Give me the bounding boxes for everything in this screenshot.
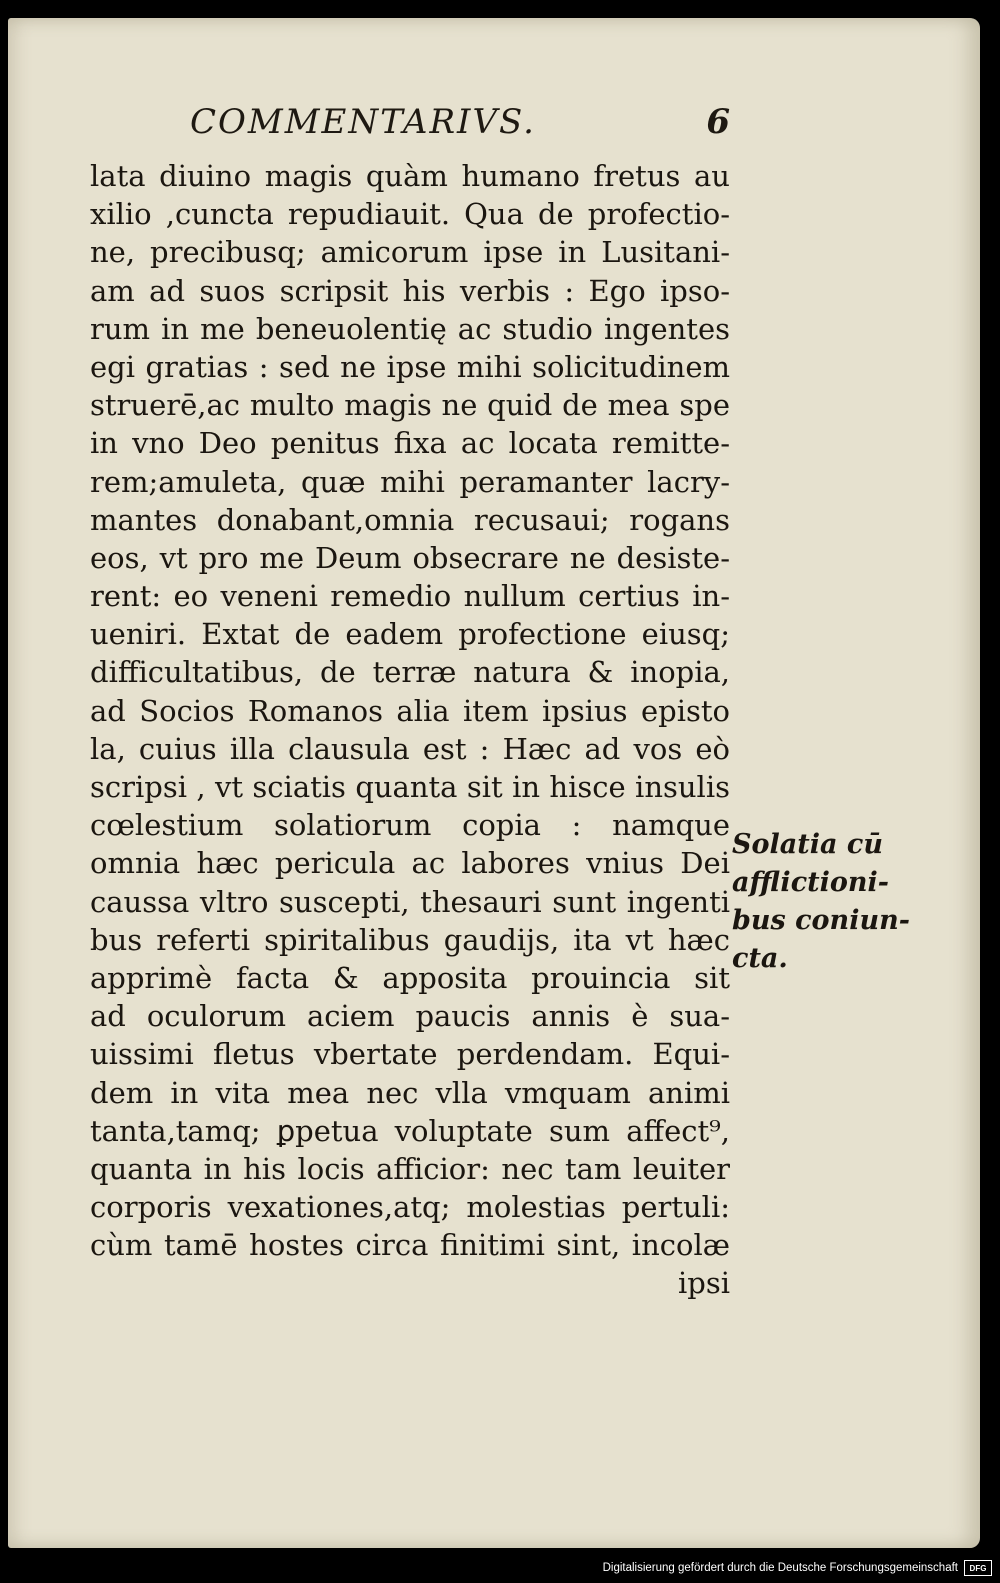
text-line: am ad suos scripsit his verbis : Ego ipso- (90, 273, 730, 308)
text-line: omnia hæc pericula ac labores vnius Dei (90, 846, 730, 881)
page-header (180, 102, 740, 152)
marginal-note-line: Solatia cū (732, 829, 883, 860)
funding-credit: Digitalisierung gefördert durch die Deutsche Forschungsgemeinschaft (602, 1562, 958, 1574)
text-line: egi gratias : sed ne ipse mihi solicitudinem (90, 349, 730, 384)
text-line: ad Socios Romanos alia item ipsius episto (90, 693, 730, 728)
marginal-note-line: bus coniun- (732, 905, 910, 936)
text-line: rum in me beneuolentię ac studio ingentes (90, 311, 730, 346)
text-line: tanta,tamq; ꝑpetua voluptate sum affect⁹, (90, 1113, 730, 1148)
running-title: COMMENTARIVS. (190, 102, 536, 142)
text-line: quanta in his locis afficior: nec tam leuiter (90, 1151, 730, 1186)
text-line: caussa vltro suscepti, thesauri sunt ingenti (90, 884, 730, 919)
text-line: corporis vexationes,atq; molestias pertuli: (90, 1190, 730, 1225)
text-line: rem;amuleta, quæ mihi peramanter lacry- (90, 464, 730, 499)
text-line: uissimi fletus vbertate perdendam. Equi- (90, 1037, 730, 1072)
text-line: struerē,ac multo magis ne quid de mea spe (90, 388, 730, 423)
text-line: lata diuino magis quàm humano fretus au (90, 159, 730, 193)
marginal-note-line: cta. (732, 943, 788, 974)
text-line: scripsi , vt sciatis quanta sit in hisce insulis (90, 770, 730, 804)
digitization-footer (603, 1557, 992, 1579)
marginal-note (732, 826, 910, 978)
text-line: bus referti spiritalibus gaudijs, ita vt hæc (90, 922, 730, 957)
text-line: difficultatibus, de terræ natura & inopia, (90, 655, 730, 690)
text-line: in vno Deo penitus fixa ac locata remitte- (90, 426, 730, 461)
page-number: 6 (706, 102, 730, 142)
text-line: dem in vita mea nec vlla vmquam animi (90, 1075, 730, 1110)
text-line: ueniri. Extat de eadem profectione eiusq; (90, 617, 730, 652)
main-text-block (90, 157, 730, 1303)
text-line: eos, vt pro me Deum obsecrare ne desiste- (90, 540, 730, 575)
dfg-logo-icon: DFG (964, 1560, 992, 1576)
text-line: xilio ,cuncta repudiauit. Qua de profectio- (90, 197, 730, 232)
text-line: ipsi (678, 1266, 730, 1301)
text-line: apprimè facta & apposita prouincia sit (90, 960, 730, 995)
text-line: cœlestium solatiorum copia : namque (90, 808, 730, 843)
text-line: ad oculorum aciem paucis annis è sua- (90, 999, 730, 1034)
text-line: mantes donabant,omnia recusaui; rogans (90, 502, 730, 537)
text-line: rent: eo veneni remedio nullum certius in- (90, 579, 730, 614)
text-line: ne, precibusq; amicorum ipse in Lusitani- (90, 235, 730, 270)
text-line: la, cuius illa clausula est : Hæc ad vos eò (90, 731, 730, 766)
text-line: cùm tamē hostes circa finitimi sint, incolæ (90, 1228, 730, 1263)
marginal-note-line: afflictioni- (732, 867, 889, 898)
